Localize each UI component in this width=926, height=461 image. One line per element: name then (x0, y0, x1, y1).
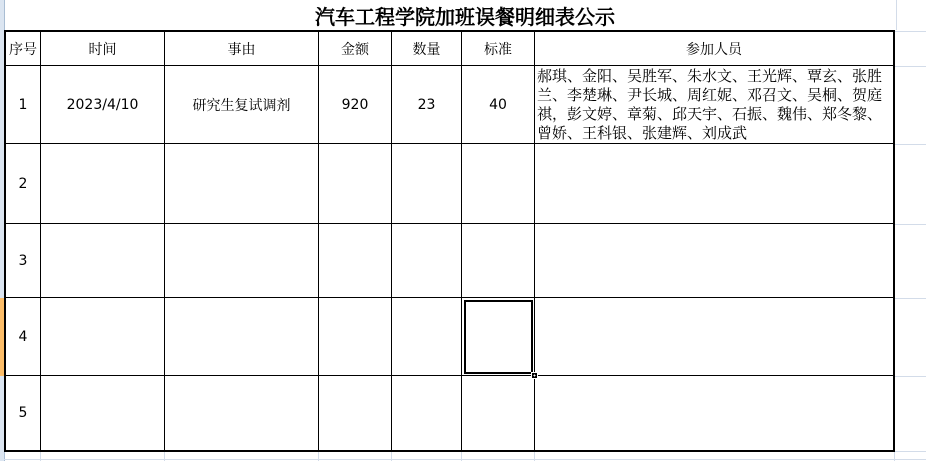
header-cell-count[interactable] (392, 32, 462, 66)
header-cell-participants[interactable] (535, 32, 893, 66)
cell-count[interactable] (392, 376, 462, 450)
cell-seq[interactable] (6, 298, 41, 376)
cell-text: 4 (18, 328, 28, 345)
cell-date[interactable] (41, 66, 165, 144)
cell-amount[interactable] (319, 376, 392, 450)
cell-amount[interactable] (319, 224, 392, 298)
cell-seq[interactable] (6, 376, 41, 450)
cell-date[interactable] (41, 144, 165, 224)
cell-amount[interactable] (319, 66, 392, 144)
cell-participants[interactable] (535, 144, 893, 224)
cell-amount[interactable] (319, 144, 392, 224)
header-label: 时间 (88, 41, 117, 58)
cell-standard[interactable] (462, 144, 535, 224)
gridline (895, 144, 926, 145)
gridline (895, 31, 926, 32)
cell-reason[interactable] (165, 224, 319, 298)
gridline (4, 459, 926, 460)
cell-date[interactable] (41, 298, 165, 376)
cell-reason[interactable] (165, 144, 319, 224)
header-cell-amount[interactable] (319, 32, 392, 66)
cell-text: 1 (18, 96, 28, 113)
cell-participants[interactable] (535, 224, 893, 298)
cell-text: 2 (18, 175, 28, 192)
cell-standard[interactable] (462, 376, 535, 450)
cell-participants[interactable] (535, 298, 893, 376)
cell-standard[interactable] (462, 224, 535, 298)
header-label: 标准 (484, 41, 512, 58)
cell-text: 郝琪、金阳、吴胜军、朱水文、王光辉、覃玄、张胜兰、李楚琳、尹长城、周红妮、邓召文、吴桐、贺庭祺，彭文婷、章菊、邱天宇、石振、魏伟、郑冬黎、曾娇、王科银、张建辉、刘成武 (537, 67, 883, 142)
cell-count[interactable] (392, 66, 462, 144)
gridline (895, 298, 926, 299)
cell-standard[interactable] (462, 66, 535, 144)
cell-seq[interactable] (6, 66, 41, 144)
cell-date[interactable] (41, 376, 165, 450)
header-label: 序号 (9, 41, 37, 58)
cell-count[interactable] (392, 144, 462, 224)
header-label: 事由 (227, 41, 256, 58)
header-label: 参加人员 (686, 41, 742, 58)
header-cell-standard[interactable] (462, 32, 535, 66)
gridline (895, 224, 926, 225)
gridline (895, 66, 926, 67)
cell-text: 研究生复试调剂 (192, 97, 291, 114)
cell-text: 2023/4/10 (66, 96, 139, 113)
cell-reason[interactable] (165, 298, 319, 376)
cell-text: 3 (18, 252, 28, 269)
gridline (895, 376, 926, 377)
cell-participants[interactable] (535, 66, 893, 144)
cell-count[interactable] (392, 224, 462, 298)
cell-reason[interactable] (165, 66, 319, 144)
cell-amount[interactable] (319, 298, 392, 376)
cell-date[interactable] (41, 224, 165, 298)
cell-seq[interactable] (6, 144, 41, 224)
header-cell-date[interactable] (41, 32, 165, 66)
sheet-title: 汽车工程学院加班误餐明细表公示 (315, 4, 615, 29)
gridline (895, 451, 926, 452)
cell-participants[interactable] (535, 376, 893, 450)
fill-handle[interactable] (531, 372, 538, 379)
active-cell-outline (464, 300, 533, 374)
expense-table (4, 30, 895, 452)
cell-seq[interactable] (6, 224, 41, 298)
cell-reason[interactable] (165, 376, 319, 450)
header-label: 金额 (341, 41, 369, 58)
cell-text: 23 (417, 96, 436, 113)
header-cell-reason[interactable] (165, 32, 319, 66)
header-label: 数量 (412, 41, 441, 58)
cell-text: 920 (341, 96, 369, 113)
cell-text: 40 (489, 96, 507, 113)
header-cell-seq[interactable] (6, 32, 41, 66)
cell-count[interactable] (392, 298, 462, 376)
cell-text: 5 (18, 405, 28, 421)
